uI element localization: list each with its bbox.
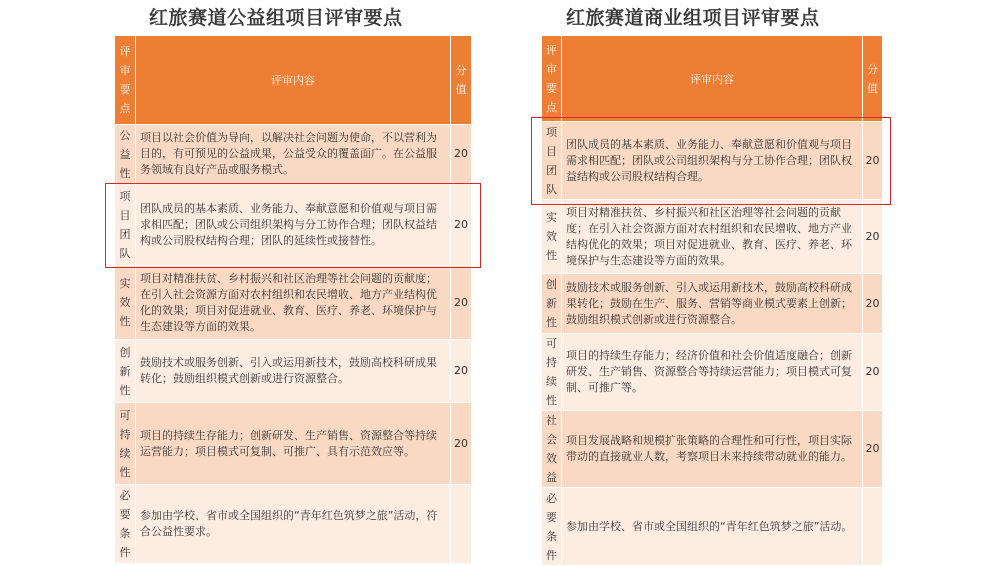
- row-score: 20: [451, 125, 472, 184]
- header-key: 评 审 要 点: [542, 36, 562, 122]
- table-row: [542, 334, 883, 411]
- row-score: 20: [451, 403, 472, 485]
- table-row: [115, 485, 472, 564]
- row-key: 可 持 续 性: [542, 334, 562, 411]
- table-row: [115, 184, 472, 266]
- table-row: [115, 340, 472, 403]
- row-score: 20: [863, 200, 883, 274]
- row-content: 参加由学校、省市或全国组织的“青年红色筑梦之旅”活动，符合公益性要求。: [136, 485, 451, 564]
- row-content: 鼓励技术或服务创新、引入或运用新技术，鼓励高校科研成果转化；鼓励在生产、服务、营销等商业模式要素上创新；鼓励组织模式创新或进行资源整合。: [562, 274, 863, 334]
- table-row: [115, 266, 472, 340]
- row-key: 可 持 续 性: [115, 403, 136, 485]
- row-content: 项目以社会价值为导向，以解决社会问题为使命，不以营利为目的，有可预见的公益成果，公益受众的覆盖面广。在公益服务领域有良好产品或服务模式。: [136, 125, 451, 184]
- row-score: 20: [451, 340, 472, 403]
- row-key: 创 新 性: [115, 340, 136, 403]
- row-score: 20: [863, 122, 883, 200]
- header-content: 评审内容: [136, 36, 451, 125]
- table-header-row: [542, 36, 883, 122]
- row-score: 20: [451, 184, 472, 266]
- table-header-row: [115, 36, 472, 125]
- right-panel-title: 红旅赛道商业组项目评审要点: [566, 7, 820, 29]
- row-key: 实 效 性: [115, 266, 136, 340]
- table-row: [115, 125, 472, 184]
- row-content: 项目的持续生存能力；经济价值和社会价值适度融合；创新研发、生产销售、资源整合等持续运营能力；项目模式可复制、可推广等。: [562, 334, 863, 411]
- row-score: [451, 485, 472, 564]
- row-key: 社 会 效 益: [542, 411, 562, 488]
- table-row: [542, 411, 883, 488]
- left-panel-title: 红旅赛道公益组项目评审要点: [149, 7, 403, 29]
- table-row: [115, 403, 472, 485]
- row-key: 实 效 性: [542, 200, 562, 274]
- table-row: [542, 274, 883, 334]
- row-content: 项目发展战略和规模扩张策略的合理性和可行性，项目实际带动的直接就业人数，考察项目未来持续带动就业的能力。: [562, 411, 863, 488]
- table-row: [542, 488, 883, 566]
- row-content: 项目对精准扶贫、乡村振兴和社区治理等社会问题的贡献度；在引入社会资源方面对农村组织和农民增收、地方产业结构优化的效果；项目对促进就业、教育、医疗、养老、环境保护与生态建设等方面的效果。: [136, 266, 451, 340]
- header-score: 分 值: [451, 36, 472, 125]
- header-key: 评 审 要 点: [115, 36, 136, 125]
- row-content: 项目对精准扶贫、乡村振兴和社区治理等社会问题的贡献度；在引入社会资源方面对农村组织和农民增收、地方产业结构优化的效果；项目对促进就业、教育、医疗、养老、环境保护与生态建设等方面的效果。: [562, 200, 863, 274]
- row-key: 公 益 性: [115, 125, 136, 184]
- table-row: [542, 122, 883, 200]
- left-criteria-table: [114, 35, 472, 564]
- row-content: 团队成员的基本素质、业务能力、奉献意愿和价值观与项目需求相匹配；团队或公司组织架构与分工协作合理；团队权益结构或公司股权结构合理。: [562, 122, 863, 200]
- row-key: 必 要 条 件: [115, 485, 136, 564]
- header-content: 评审内容: [562, 36, 863, 122]
- row-key: 项 目 团 队: [542, 122, 562, 200]
- header-score: 分 值: [863, 36, 883, 122]
- row-score: 20: [451, 266, 472, 340]
- row-key: 必 要 条 件: [542, 488, 562, 566]
- row-score: 20: [863, 411, 883, 488]
- row-content: 项目的持续生存能力；创新研发、生产销售、资源整合等持续运营能力；项目模式可复制、可推广、具有示范效应等。: [136, 403, 451, 485]
- row-content: 团队成员的基本素质、业务能力、奉献意愿和价值观与项目需求相匹配；团队或公司组织架构与分工协作合理；团队权益结构或公司股权结构合理；团队的延续性或接替性。: [136, 184, 451, 266]
- right-criteria-table: [541, 35, 883, 566]
- row-key: 创 新 性: [542, 274, 562, 334]
- table-row: [542, 200, 883, 274]
- row-key: 项 目 团 队: [115, 184, 136, 266]
- row-score: [863, 488, 883, 566]
- row-content: 参加由学校、省市或全国组织的“青年红色筑梦之旅”活动。: [562, 488, 863, 566]
- row-score: 20: [863, 334, 883, 411]
- row-score: 20: [863, 274, 883, 334]
- row-content: 鼓励技术或服务创新、引入或运用新技术，鼓励高校科研成果转化；鼓励组织模式创新或进行资源整合。: [136, 340, 451, 403]
